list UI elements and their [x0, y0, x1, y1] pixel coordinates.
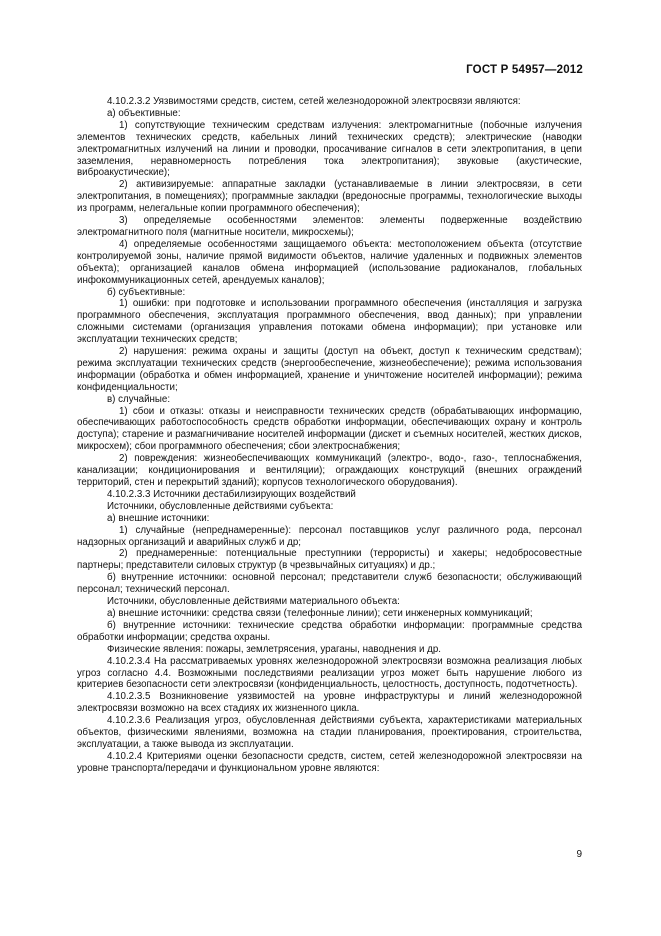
- paragraph: 1) сбои и отказы: отказы и неисправности технических средств (обрабатывающих информацию, обеспечивающих работоспособность средств обработки информации, обеспечивающих охрану и контроль доступа); старение и размагничивание носителей информации (дискет и съемных носителей, жестких дисков, микросхем); сбои программного обеспечения; сбои электроснабжения;: [77, 405, 582, 453]
- paragraph: а) внешние источники: средства связи (телефонные линии); сети инженерных коммуникаций;: [107, 607, 533, 619]
- paragraph: а) внешние источники:: [107, 512, 210, 524]
- paragraph: б) субъективные:: [107, 286, 186, 298]
- paragraph: 4.10.2.3.3 Источники дестабилизирующих воздействий: [107, 488, 356, 500]
- paragraph: Физические явления: пожары, землетрясения, ураганы, наводнения и др.: [107, 643, 441, 655]
- paragraph: 1) ошибки: при подготовке и использовании программного обеспечения (инсталляция и загрузка программного обеспечения, эксплуатация программного обеспечения, ввод данных); при управлении сложными системами (организация управления потоками обмена информации); при установке или эксплуатации технических средств;: [77, 298, 582, 346]
- paragraph: 4.10.2.3.5 Возникновение уязвимостей на уровне инфраструктуры и линий железнодорожной электросвязи возможно на всех стадиях их жизненного цикла.: [77, 691, 582, 715]
- paragraph: в) случайные:: [107, 393, 171, 405]
- paragraph: 1) случайные (непреднамеренные): персонал поставщиков услуг различного рода, персонал надзорных организаций и аварийных служб и др;: [77, 524, 582, 548]
- paragraph: 3) определяемые особенностями элементов: элементы подверженные воздействию электромагнитного поля (магнитные носители, микросхемы);: [77, 215, 582, 238]
- paragraph: Источники, обусловленные действиями субъекта:: [107, 500, 334, 512]
- paragraph: 4.10.2.4 Критериями оценки безопасности средств, систем, сетей железнодорожной электросвязи на уровне транспорта/передачи и функциональном уровне являются:: [77, 750, 582, 774]
- paragraph: 4.10.2.3.6 Реализация угроз, обусловленная действиями субъекта, характеристиками материальных объектов, физическими явлениями, возможна на стадии планирования, проектирования, строительства, эксплуатации, а также вывода из эксплуатации.: [77, 715, 582, 750]
- paragraph: 4.10.2.3.2 Уязвимостями средств, систем, сетей железнодорожной электросвязи являются:: [107, 96, 521, 107]
- paragraph: 4.10.2.3.4 На рассматриваемых уровнях железнодорожной электросвязи возможна реализация любых угроз согласно 4.4. Возможными последствиями реализации угроз может быть нарушение любого из критериев безопасности сети электросвязи (конфиденциальность, целостность, доступность, подотчетность).: [77, 655, 582, 691]
- paragraph: 1) сопутствующие техническим средствам излучения: электромагнитные (побочные излучения элементов технических средств, кабельных линий технических средств); электрические (наводки электромагнитных излучений на линии и проводки, просачивание сигналов в сети электропитания, в цепи заземления, неравномерность потребления тока электропитания); звуковые (акустические, виброакустические);: [77, 119, 582, 179]
- paragraph: б) внутренние источники: основной персонал; представители служб безопасности; обслуживающий персонал; технический персонал.: [77, 572, 582, 596]
- paragraph: а) объективные:: [107, 107, 181, 119]
- paragraph: 2) преднамеренные: потенциальные преступники (террористы) и хакеры; недобросовестные партнеры; представители силовых структур (в чрезвычайных ситуациях) и др.;: [77, 548, 582, 572]
- standard-header: ГОСТ Р 54957—2012: [466, 64, 583, 76]
- paragraph: 2) повреждения: жизнеобеспечивающих коммуникаций (электро-, водо-, газо-, теплоснабжения, канализации; кондиционирования и вентиляции); ограждающих конструкций (внешних ограждений территорий, стен и перекрытий зданий); корпусов технологического оборудования).: [77, 453, 582, 488]
- paragraph: 2) активизируемые: аппаратные закладки (устанавливаемые в линии электросвязи, в сети электропитания, в помещениях); программные закладки (вредоносные программы, технологические выходы из программ, нелегальные копии программного обеспечения);: [77, 179, 582, 215]
- document-body: [77, 96, 582, 775]
- paragraph: б) внутренние источники: технические средства обработки информации: программные средства обработки информации; средства охраны.: [77, 619, 582, 643]
- paragraph: Источники, обусловленные действиями материального объекта:: [107, 596, 400, 608]
- paragraph: 4) определяемые особенностями защищаемого объекта: местоположением объекта (отсутствие контролируемой зоны, наличие прямой видимости объектов, наличие удаленных и подвижных элементов объекта); организацией каналов обмена информацией (использование радиоканалов, глобальных инфокоммуникационных сетей, арендуемых каналов);: [77, 238, 582, 286]
- paragraph: 2) нарушения: режима охраны и защиты (доступ на объект, доступ к техническим средствам); режима эксплуатации технических средств (энергообеспечение, жизнеобеспечение); режима использования информации (обработка и обмен информацией, хранение и уничтожение носителей информации); режима конфиденциальности;: [77, 346, 582, 393]
- page-number: 9: [576, 849, 582, 860]
